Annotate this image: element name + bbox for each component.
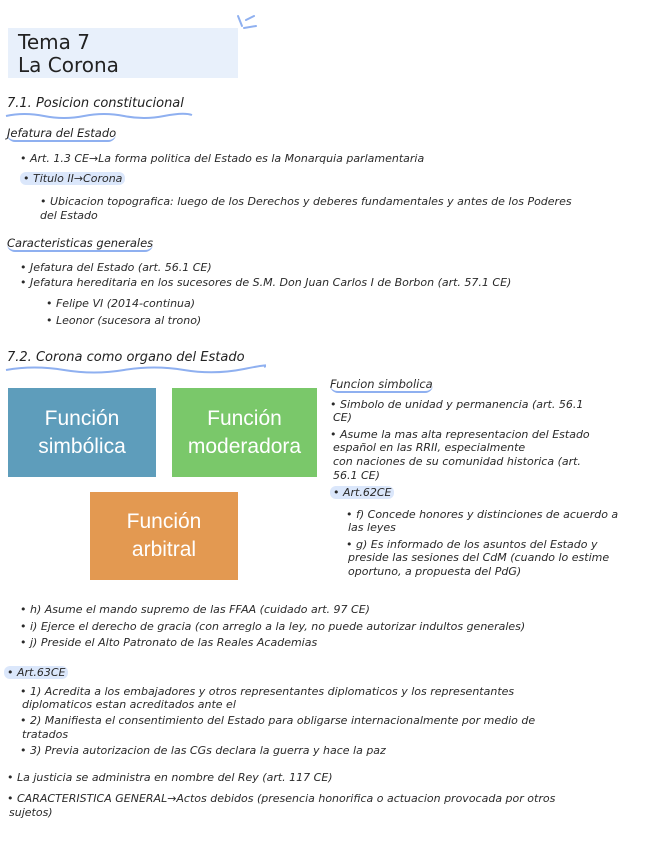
- list-item: • f) Concede honores y distinciones de acuerdo a: [346, 508, 619, 521]
- list-item: • Leonor (sucesora al trono): [46, 314, 202, 327]
- page-subtitle: La Corona: [18, 53, 119, 77]
- box-funcion-arbitral: Función arbitral: [90, 492, 238, 580]
- section-heading-7-2: 7.2. Corona como organo del Estado: [7, 350, 245, 365]
- list-item: • h) Asume el mando supremo de las FFAA (cuidado art. 97 CE): [20, 603, 370, 616]
- heading-underline: [4, 364, 266, 374]
- list-item-cont: del Estado: [40, 209, 98, 222]
- list-item: • Jefatura hereditaria en los sucesores de S.M. Don Juan Carlos I de Borbon (art. 57.1 CE): [20, 276, 512, 289]
- list-item: • Felipe VI (2014-continua): [46, 297, 196, 310]
- list-item-cont: diplomaticos estan acreditados ante el: [22, 698, 236, 711]
- box-funcion-moderadora: Función moderadora: [172, 388, 317, 477]
- list-item-cont: sujetos): [9, 806, 53, 819]
- list-item-cont: CE): [333, 411, 352, 424]
- list-item-cont: las leyes: [348, 521, 396, 534]
- subheading-funcion-simbolica: Funcion simbolica: [330, 377, 433, 391]
- list-item: • Simbolo de unidad y permanencia (art. 56.1: [330, 398, 584, 411]
- heading-underline: [4, 111, 194, 119]
- section-heading-7-1: 7.1. Posicion constitucional: [7, 96, 184, 111]
- list-item: • 2) Manifiesta el consentimiento del Estado para obligarse internacionalmente por medio de: [20, 714, 536, 727]
- list-item-cont: oportuno, a propuesta del PdG): [348, 565, 522, 578]
- list-item-cont: preside las sesiones del CdM (cuando lo estime: [348, 551, 610, 564]
- list-item: • La justicia se administra en nombre del Rey (art. 117 CE): [7, 771, 333, 784]
- subheading-caracteristicas: Caracteristicas generales: [7, 236, 154, 250]
- list-item-cont: tratados: [22, 728, 69, 741]
- list-item: • Asume la mas alta representacion del Estado: [330, 428, 590, 441]
- page-title: Tema 7: [18, 30, 90, 54]
- list-item: • j) Preside el Alto Patronato de las Reales Academias: [20, 636, 318, 649]
- subheading-jefatura: Jefatura del Estado: [7, 126, 117, 140]
- list-item: • 3) Previa autorizacion de las CGs declara la guerra y hace la paz: [20, 744, 386, 757]
- list-item: • Ubicacion topografica: luego de los Derechos y deberes fundamentales y antes de los Poderes: [40, 195, 572, 208]
- list-item: • Jefatura del Estado (art. 56.1 CE): [20, 261, 212, 274]
- list-item: • Titulo II→Corona: [20, 172, 125, 185]
- list-item: • i) Ejerce el derecho de gracia (con arreglo a la ley, no puede autorizar indultos generales): [20, 620, 526, 633]
- list-item-cont: con naciones de su comunidad historica (art.: [333, 455, 581, 468]
- list-item-cont: español en las RRII, especialmente: [333, 441, 526, 454]
- list-item-art63: • Art.63CE: [4, 666, 68, 679]
- list-item-cont: 56.1 CE): [333, 469, 380, 482]
- list-item: • CARACTERISTICA GENERAL→Actos debidos (presencia honorifica o actuacion provocada por otros: [7, 792, 556, 805]
- list-item: • g) Es informado de los asuntos del Estado y: [346, 538, 598, 551]
- list-item: • Art. 1.3 CE→La forma politica del Estado es la Monarquia parlamentaria: [20, 152, 425, 165]
- list-item: • 1) Acredita a los embajadores y otros representantes diplomaticos y los representantes: [20, 685, 515, 698]
- box-funcion-simbolica: Función simbólica: [8, 388, 156, 477]
- list-item-art62: • Art.62CE: [330, 486, 394, 499]
